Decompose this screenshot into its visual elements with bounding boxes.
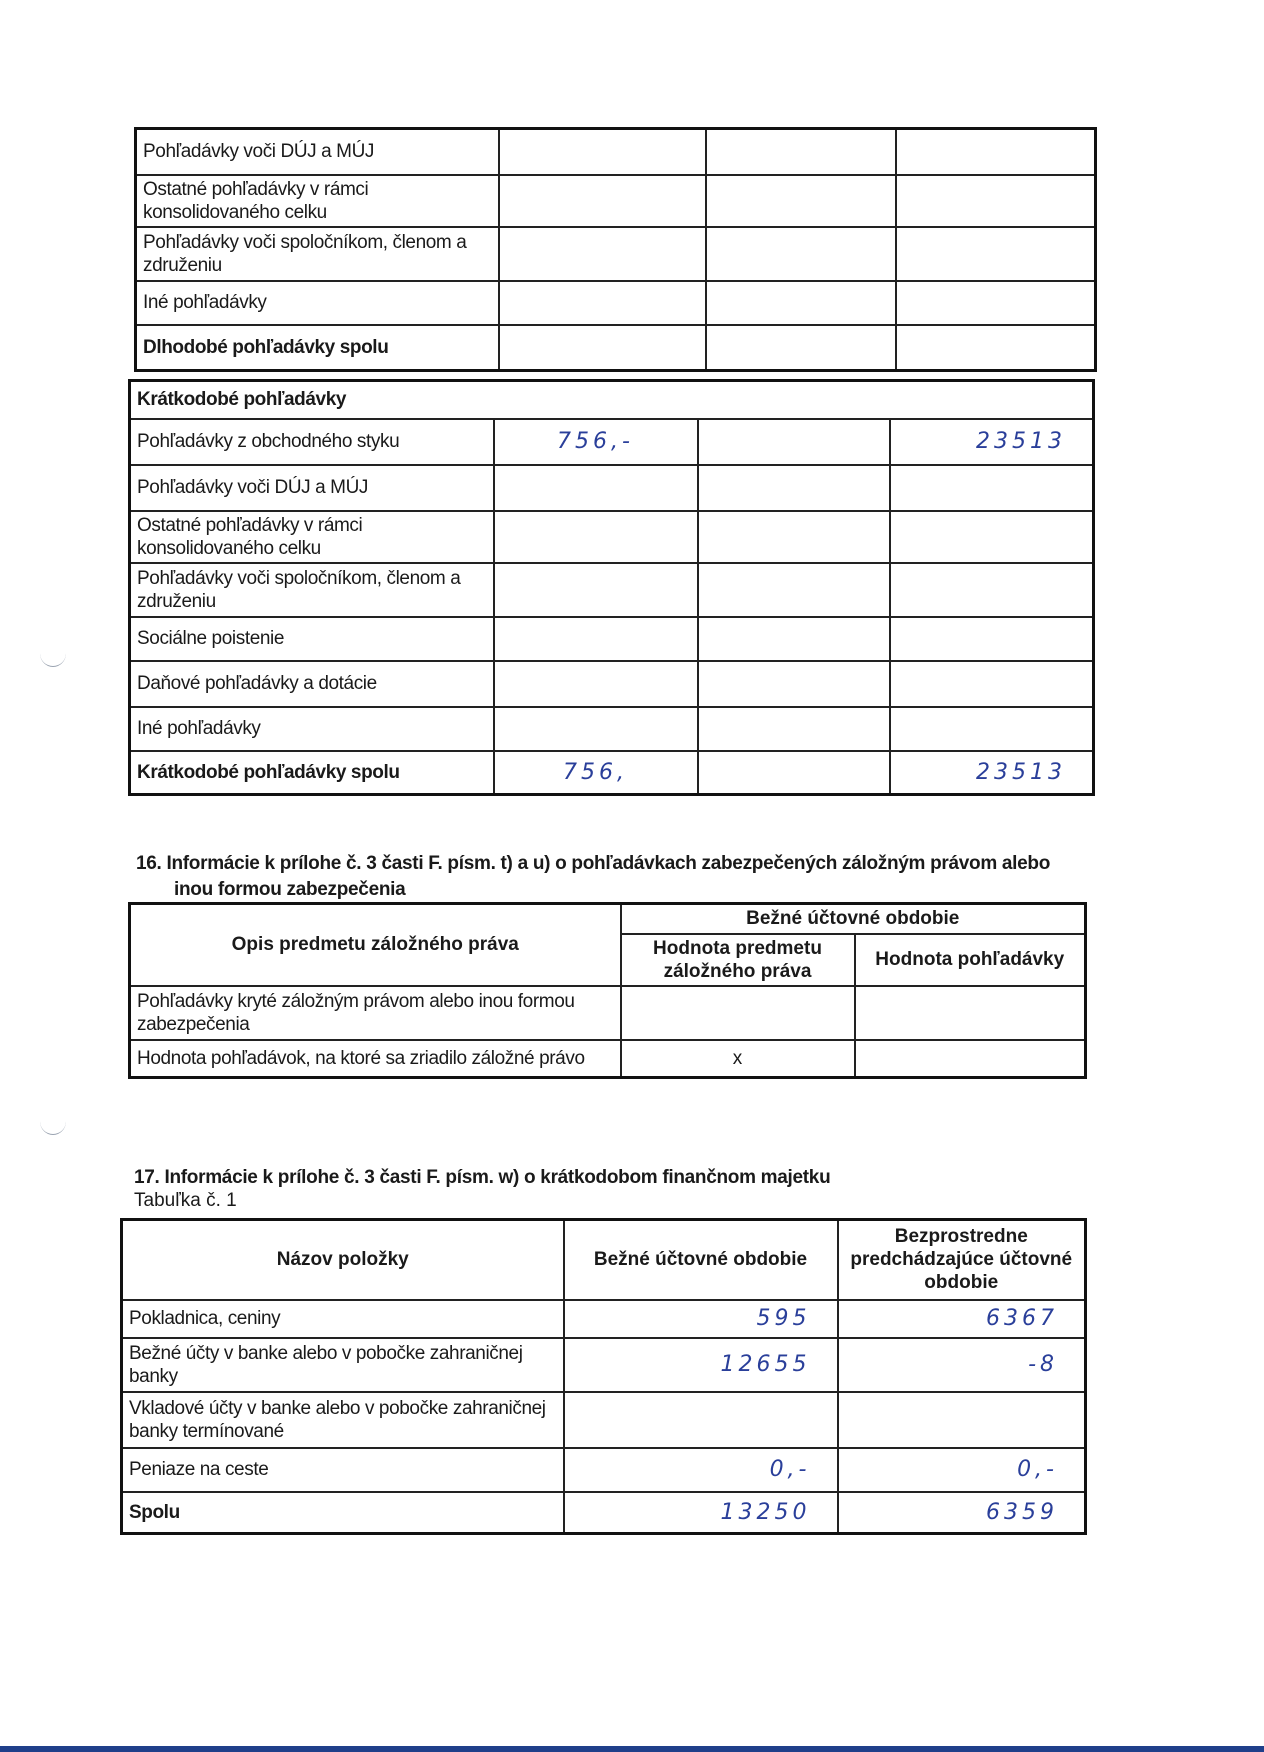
value-cell[interactable]	[890, 707, 1094, 751]
value-cell[interactable]	[499, 281, 706, 325]
handwritten-value[interactable]: 23513	[890, 751, 1094, 795]
value-cell[interactable]	[890, 563, 1094, 617]
value-cell[interactable]	[855, 1040, 1086, 1078]
handwritten-value[interactable]: -8	[838, 1338, 1086, 1392]
column-header: Bezprostredne predchádzajúce účtovné obdobie	[838, 1220, 1086, 1300]
row-label: Iné pohľadávky	[130, 707, 494, 751]
table-row	[122, 1300, 1086, 1338]
table-row	[122, 1392, 1086, 1448]
section-17-title: 17. Informácie k prílohe č. 3 časti F. písm. w) o krátkodobom finančnom majetku	[134, 1167, 831, 1188]
table-row	[130, 751, 1094, 795]
handwritten-value[interactable]: 756,	[494, 751, 698, 795]
value-cell[interactable]	[698, 563, 890, 617]
row-label: Ostatné pohľadávky v rámci konsolidovaného celku	[136, 175, 499, 227]
value-cell[interactable]	[706, 227, 896, 281]
table-caption: Tabuľka č. 1	[134, 1190, 237, 1211]
value-cell[interactable]	[890, 511, 1094, 563]
column-header: Názov položky	[122, 1220, 564, 1300]
table-row	[122, 1220, 1086, 1300]
row-label: Pohľadávky voči spoločníkom, členom a združeniu	[136, 227, 499, 281]
punch-hole-mark	[40, 1108, 66, 1135]
value-cell[interactable]	[855, 986, 1086, 1040]
value-cell[interactable]	[698, 751, 890, 795]
value-cell[interactable]	[494, 563, 698, 617]
row-label-total: Krátkodobé pohľadávky spolu	[130, 751, 494, 795]
column-header: Bežné účtovné obdobie	[564, 1220, 838, 1300]
value-cell[interactable]	[890, 465, 1094, 511]
value-cell[interactable]	[494, 617, 698, 661]
value-cell[interactable]	[499, 129, 706, 175]
handwritten-value[interactable]: 595	[564, 1300, 838, 1338]
table-row	[136, 129, 1096, 175]
table-row	[130, 465, 1094, 511]
table-row	[136, 175, 1096, 227]
table-row	[122, 1492, 1086, 1534]
table-row	[122, 1338, 1086, 1392]
value-cell[interactable]	[890, 661, 1094, 707]
value-cell[interactable]: x	[621, 1040, 855, 1078]
table-row	[130, 1040, 1086, 1078]
value-cell[interactable]	[896, 175, 1096, 227]
section-16-title: 16. Informácie k prílohe č. 3 časti F. písm. t) a u) o pohľadávkach zabezpečených záložným právom alebo	[136, 853, 1051, 874]
table-row	[130, 511, 1094, 563]
table-row	[130, 661, 1094, 707]
short-term-financial-assets-table	[120, 1218, 1087, 1535]
row-label: Pohľadávky z obchodného styku	[130, 419, 494, 465]
table-row	[130, 419, 1094, 465]
table-row	[130, 563, 1094, 617]
row-label: Bežné účty v banke alebo v pobočke zahraničnej banky	[122, 1338, 564, 1392]
value-cell[interactable]	[494, 511, 698, 563]
row-label: Pohľadávky voči spoločníkom, členom a združeniu	[130, 563, 494, 617]
value-cell[interactable]	[698, 465, 890, 511]
row-label: Daňové pohľadávky a dotácie	[130, 661, 494, 707]
row-label: Vkladové účty v banke alebo v pobočke zahraničnej banky termínované	[122, 1392, 564, 1448]
column-header: Opis predmetu záložného práva	[130, 904, 621, 986]
value-cell[interactable]	[706, 281, 896, 325]
column-header: Hodnota pohľadávky	[855, 934, 1086, 986]
table-row	[130, 617, 1094, 661]
table-row	[122, 1448, 1086, 1492]
handwritten-value[interactable]: 6367	[838, 1300, 1086, 1338]
value-cell[interactable]	[890, 617, 1094, 661]
table-row	[136, 325, 1096, 371]
value-cell[interactable]	[896, 129, 1096, 175]
row-label: Iné pohľadávky	[136, 281, 499, 325]
section-16-title-cont: inou formou zabezpečenia	[174, 879, 406, 900]
value-cell[interactable]	[838, 1392, 1086, 1448]
table-row	[130, 986, 1086, 1040]
value-cell[interactable]	[896, 227, 1096, 281]
handwritten-value[interactable]: 13250	[564, 1492, 838, 1534]
value-cell[interactable]	[499, 325, 706, 371]
value-cell[interactable]	[706, 175, 896, 227]
handwritten-value[interactable]: 0,-	[838, 1448, 1086, 1492]
pledge-table	[128, 902, 1087, 1079]
handwritten-value[interactable]: 12655	[564, 1338, 838, 1392]
value-cell[interactable]	[494, 661, 698, 707]
column-header: Bežné účtovné obdobie	[621, 904, 1086, 934]
row-label: Peniaze na ceste	[122, 1448, 564, 1492]
row-label: Ostatné pohľadávky v rámci konsolidovaného celku	[130, 511, 494, 563]
value-cell[interactable]	[698, 511, 890, 563]
value-cell[interactable]	[621, 986, 855, 1040]
table-row	[136, 281, 1096, 325]
row-label: Pohľadávky kryté záložným právom alebo inou formou zabezpečenia	[130, 986, 621, 1040]
value-cell[interactable]	[499, 227, 706, 281]
row-label: Pokladnica, ceniny	[122, 1300, 564, 1338]
value-cell[interactable]	[564, 1392, 838, 1448]
handwritten-value[interactable]: 23513	[890, 419, 1094, 465]
table-row	[136, 227, 1096, 281]
column-header: Hodnota predmetu záložného práva	[621, 934, 855, 986]
value-cell[interactable]	[698, 707, 890, 751]
value-cell[interactable]	[706, 129, 896, 175]
long-term-receivables-table	[134, 127, 1097, 372]
value-cell[interactable]	[499, 175, 706, 227]
value-cell[interactable]	[494, 465, 698, 511]
row-label: Hodnota pohľadávok, na ktoré sa zriadilo záložné právo	[130, 1040, 621, 1078]
value-cell[interactable]	[896, 281, 1096, 325]
row-label-total: Spolu	[122, 1492, 564, 1534]
punch-hole-mark	[40, 640, 66, 667]
value-cell[interactable]	[706, 325, 896, 371]
row-label: Sociálne poistenie	[130, 617, 494, 661]
value-cell[interactable]	[698, 419, 890, 465]
row-label-total: Dlhodobé pohľadávky spolu	[136, 325, 499, 371]
handwritten-value[interactable]: 6359	[838, 1492, 1086, 1534]
row-label: Pohľadávky voči DÚJ a MÚJ	[130, 465, 494, 511]
value-cell[interactable]	[494, 707, 698, 751]
row-label: Pohľadávky voči DÚJ a MÚJ	[136, 129, 499, 175]
value-cell[interactable]	[698, 661, 890, 707]
section-header: Krátkodobé pohľadávky	[130, 381, 1094, 419]
table-row	[130, 381, 1094, 419]
value-cell[interactable]	[896, 325, 1096, 371]
scan-edge-strip	[0, 1746, 1264, 1752]
short-term-receivables-table	[128, 379, 1095, 796]
table-row	[130, 707, 1094, 751]
value-cell[interactable]	[698, 617, 890, 661]
table-row	[130, 904, 1086, 934]
handwritten-value[interactable]: 0,-	[564, 1448, 838, 1492]
handwritten-value[interactable]: 756,-	[494, 419, 698, 465]
